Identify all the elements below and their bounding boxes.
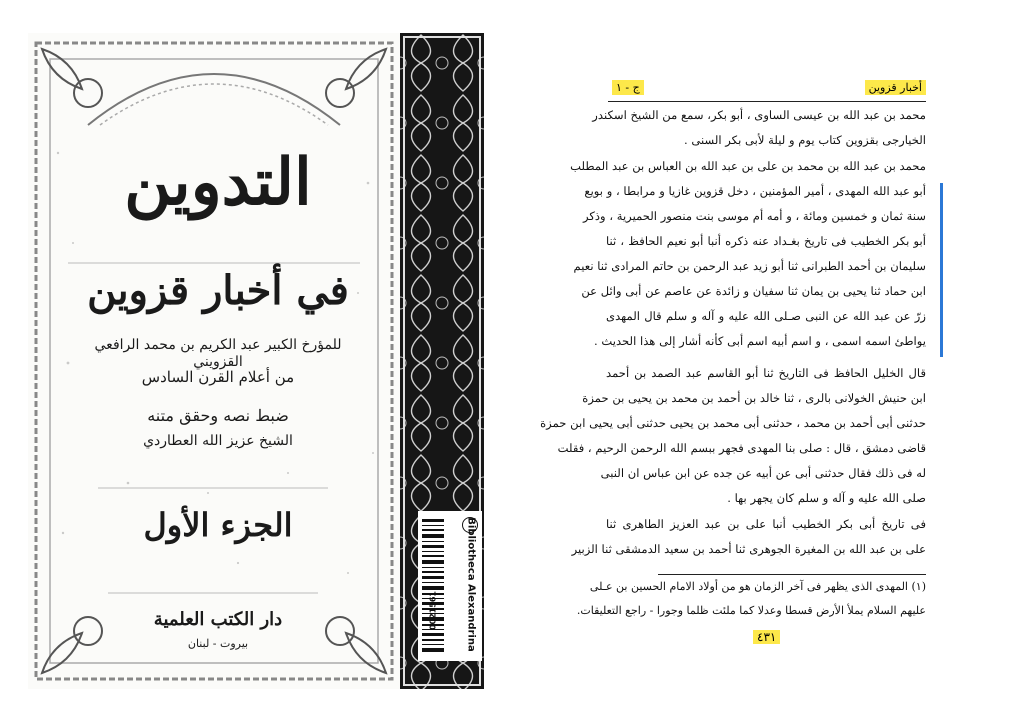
book-cover-scan (28, 33, 484, 689)
body-line: له فى ذلك فقال حدثنى أبى عن أبيه عن جده عن ابن عباس ان النبى (600, 466, 926, 480)
library-name: Bibliotheca Alexandrina (465, 517, 477, 652)
body-line: يواطئ اسمه اسمى ، و اسم أبيه اسم أبى كأنه أشار إلى هذا الحديث . (593, 334, 926, 348)
margin-highlight-marker (940, 183, 943, 357)
library-logo-icon (462, 517, 478, 533)
body-line: محمد بن عبد الله بن محمد بن على بن عبد الله بن العباس بن عبد المطلب (570, 159, 926, 173)
footnote-line: (١) المهدى الذى يظهر فى آخر الزمان هو من أولاد الامام الحسين بن عـلى (589, 580, 926, 593)
book-page (540, 75, 940, 650)
body-line: أبو بكر الخطيب فى تاريخ بغـداد عنه ذكره أنبا أبو نعيم الحافظ ، ثنا (606, 234, 926, 248)
body-line: على بن عبد الله بن المغيرة الجوهرى ثنا أحمد بن سعيد الدمشقى ثنا الزبير (571, 542, 926, 556)
body-line: أبو عبد الله المهدى ، أمير المؤمنين ، دخل قزوين غازيا و مرابطا ، و بويع (584, 184, 926, 198)
footnote-line: عليهم السلام يملأ الأرض قسطا وعدلا كما ملئت ظلما وجورا - راجع التعليقات. (576, 604, 926, 617)
cover-subtitle: في أخبار قزوين (87, 267, 349, 314)
cover-edit-note: ضبط نصه وحقق متنه (147, 406, 289, 425)
body-line: سليمان بن أحمد الطبرانى ثنا أبو زيد عبد الرحمن بن حاتم المرادى ثنا نعيم (573, 259, 926, 273)
cover-era: من أعلام القرن السادس (141, 368, 295, 386)
body-line: زرّ عن عبد الله عن النبى صـلى الله عليه و آله و سلم قال المهدى (606, 309, 926, 323)
cover-front (28, 33, 400, 689)
body-line: محمد بن عبد الله بن عيسى الساوى ، أبو بكر، سمع من الشيخ اسكندر (592, 108, 926, 122)
body-line: فى تاريخ أبى بكر الخطيب أنبا على بن عبد العزيز الطاهرى ثنا (606, 517, 926, 531)
body-line: الخيارجى بقزوين كتاب يوم و ليلة لأبى بكر السنى . (683, 133, 926, 147)
cover-city: بيروت - لبنان (187, 637, 249, 650)
header-volume: ج - ١ (612, 80, 644, 95)
body-line: حدثنى أبى أحمد بن محمد ، حدثنى أبى محمد بن يحيى حدثنى أبى يحيى ابن حمزة (540, 416, 926, 430)
header-rule (608, 101, 926, 102)
cover-author: للمؤرخ الكبير عبد الكريم بن محمد الرافعي القزويني (94, 337, 342, 370)
body-line: سنة ثمان و خمسين ومائة ، و أمه أم موسى بنت منصور الحميرية ، وذكر (582, 209, 926, 223)
cover-publisher: دار الكتب العلمية (153, 609, 283, 630)
running-header (608, 80, 926, 100)
cover-editor: الشيخ عزيز الله العطاردي (143, 433, 293, 449)
barcode-number: 0021561 (428, 591, 438, 630)
cover-spine (400, 33, 484, 689)
cover-title: التدوين (124, 145, 312, 220)
footnote-rule (658, 574, 926, 575)
page-number: ٤٣١ (753, 630, 780, 644)
body-line: ابن حنيش الخولانى بالرى ، ثنا خالد بن أحمد بن محمد بن يحيى بن حمزة (582, 391, 926, 405)
body-line: قال الخليل الحافظ فى التاريخ ثنا أبو القاسم عبد الصمد بن أحمد (606, 366, 926, 380)
header-title: أخبار قزوين (865, 80, 926, 95)
body-line: صلى الله عليه و آله و سلم كان يجهر بها . (727, 491, 926, 505)
body-line: قاضى دمشق ، قال : صلى بنا المهدى فجهر ببسم الله الرحمن الرحيم ، فقلت (557, 441, 926, 455)
body-line: ابن حماد ثنا يحيى بن يمان ثنا سفيان و زائدة عن عاصم عن أبى وائل عن (581, 284, 926, 298)
library-barcode-sticker (418, 511, 482, 661)
cover-volume: الجزء الأول (143, 506, 293, 544)
